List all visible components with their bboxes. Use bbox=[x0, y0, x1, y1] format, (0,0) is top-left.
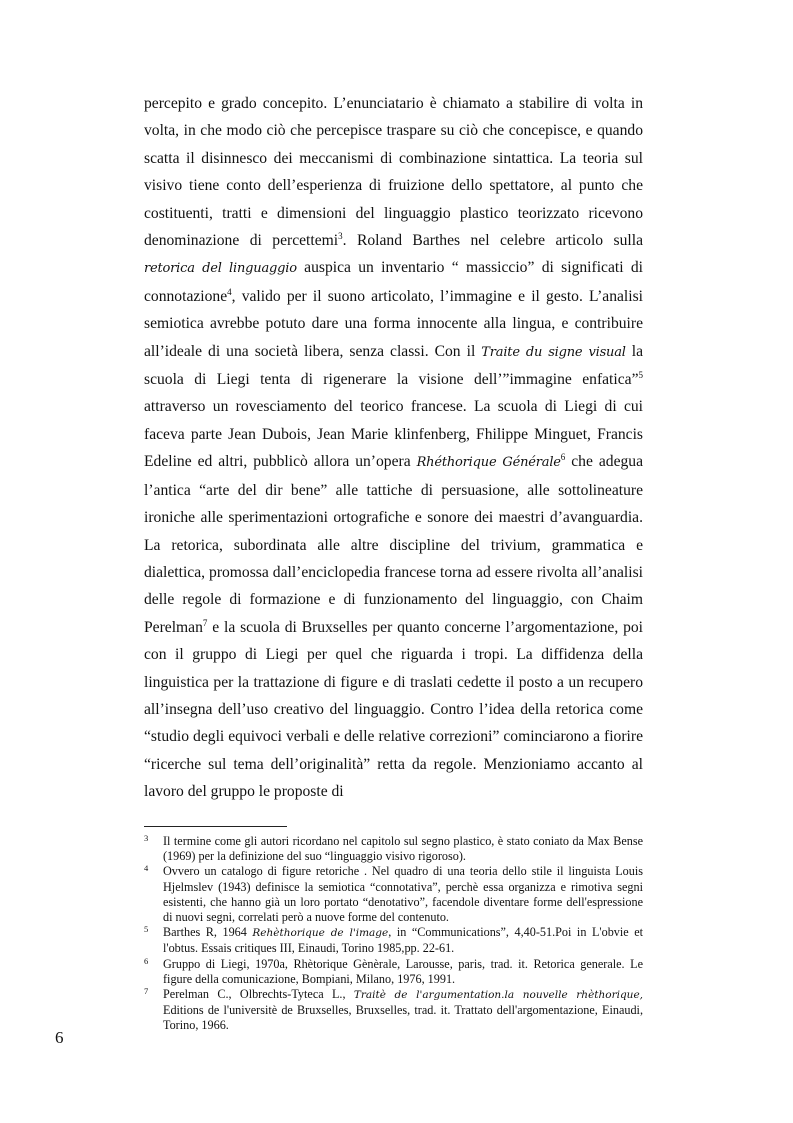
text-segment: . Roland Barthes nel celebre articolo sulla bbox=[342, 232, 643, 250]
footnote-number: 7 bbox=[144, 986, 149, 997]
italic-title-retorica: retorica del linguaggio bbox=[144, 261, 297, 277]
text-segment: attraverso un rovesciamento del teorico francese. La scuola di Liegi di cui faceva parte Jean Dubois, Jean Marie klinfenberg, Fhilippe Minguet, Francis Edeline ed altri, pubblicò allora un’opera bbox=[144, 398, 643, 471]
footnote-number: 6 bbox=[144, 955, 149, 966]
footnote-6 bbox=[144, 957, 643, 987]
footnote-text: Gruppo di Liegi, 1970a, Rhètorique Gènèrale, Larousse, paris, trad. it. Retorica generale. Le figure della comunicazione, Bompiani, Milano, 1976, 1991. bbox=[163, 956, 643, 986]
footnote-ref-4[interactable]: 4 bbox=[227, 286, 232, 297]
footnote-italic-title: Traitè de l'argumentation.la nouvelle rhèthorique, bbox=[353, 989, 643, 1002]
text-segment: auspica un inventario “ massiccio” di significati di connotazione bbox=[144, 259, 643, 305]
footnote-5 bbox=[144, 925, 643, 956]
footnote-text: Perelman C., Olbrechts-Tyteca L., bbox=[163, 987, 354, 1002]
footnote-ref-6[interactable]: 6 bbox=[560, 452, 566, 463]
footnote-4 bbox=[144, 864, 643, 925]
text-segment: che adegua l’antica “arte del dir bene” alle tattiche di persuasione, alle sottolineature ironiche alle sperimentazioni ortografiche e sonore dei maestri d’avanguardia. La retorica, subordinata alle altre discipline del trivium, grammatica e dialettica, promossa dall’enciclopedia francese torna ad essere rivolta all’analisi delle regole di formazione e di funzionamento del linguaggio, con Chaim Perelman bbox=[144, 453, 644, 636]
footnote-text: Barthes R, 1964 bbox=[163, 925, 253, 940]
body-text bbox=[144, 90, 643, 806]
footnotes bbox=[144, 834, 643, 1034]
text-segment: percepito e grado concepito. L’enunciatario è chiamato a stabilire di volta in volta, in che modo ciò che percepisce traspare su ciò che concepisce, e quando scatta il disinnesco dei meccanismi di combinazione sintattica. La teoria sul visivo tiene conto dell’esperienza di fruizione dello spettatore, al punto che costituenti, tratti e dimensioni del linguaggio plastico teorizzato ricevono denominazione di percettemi bbox=[144, 95, 643, 250]
footnote-separator bbox=[144, 826, 287, 827]
footnote-text: , in “Communications”, 4,40-51.Poi in L'obvie et l'obtus. Essais critiques III, Einaudi, Torino 1985,pp. 22-61. bbox=[163, 925, 644, 956]
footnote-text: Ovvero un catalogo di figure retoriche . Nel quadro di una teoria dello stile il linguista Louis Hjelmslev (1943) definisce la semiotica “connotativa”, perchè essa organizza e rimotiva segni esistenti, che hanno già un loro portato “denotativo”, facendole diventare forme dell'espressione di nuovi segni, correlati però a nuove forme del contenuto. bbox=[163, 864, 643, 925]
italic-title-traite: Traite du signe visual bbox=[481, 344, 626, 360]
footnote-ref-7[interactable]: 7 bbox=[202, 617, 208, 628]
footnote-number: 3 bbox=[144, 833, 149, 843]
footnote-text: Il termine come gli autori ricordano nel capitolo sul segno plastico, è stato coniato da Max Bense (1969) per la definizione del suo “linguaggio visivo rigoroso). bbox=[163, 834, 643, 864]
page-number: 6 bbox=[55, 1028, 64, 1047]
main-paragraph bbox=[144, 90, 643, 806]
footnote-3 bbox=[144, 834, 643, 864]
footnote-ref-3[interactable]: 3 bbox=[338, 230, 343, 241]
footnote-number: 4 bbox=[144, 863, 149, 874]
text-segment: la scuola di Liegi tenta di rigenerare la visione dell’”immagine enfatica” bbox=[144, 342, 643, 389]
footnote-7 bbox=[144, 987, 643, 1034]
footnote-ref-5[interactable]: 5 bbox=[638, 369, 643, 380]
text-segment: e la scuola di Bruxselles per quanto concerne l’argomentazione, poi con il gruppo di Liegi per quel che riguarda i tropi. La diffidenza della linguistica per la trattazione di figure e di traslati cedette il posto a un recupero all’insegna dell’uso creativo del linguaggio. Contro l’idea della retorica come “studio degli equivoci verbali e delle relative correzioni” cominciarono a fiorire “ricerche sul tema dell’originalità” retta da regole. Menzioniamo accanto al lavoro del gruppo le proposte di bbox=[144, 618, 643, 801]
footnote-italic-title: Rehèthorique de l'image bbox=[252, 927, 389, 940]
footnote-number: 5 bbox=[144, 924, 149, 935]
footnote-text: Editions de l'universitè de Bruxselles, Bruxselles, trad. it. Trattato dell'argomentazione, Einaudi, Torino, 1966. bbox=[163, 1003, 643, 1033]
text-segment: , valido per il suono articolato, l’immagine e il gesto. L’analisi semiotica avrebbe potuto dare una forma innocente alla lingua, e contribuire all’ideale di una società libera, senza classi. Con il bbox=[144, 287, 643, 360]
italic-title-rhetorique: Rhéthorique Générale bbox=[416, 455, 561, 471]
